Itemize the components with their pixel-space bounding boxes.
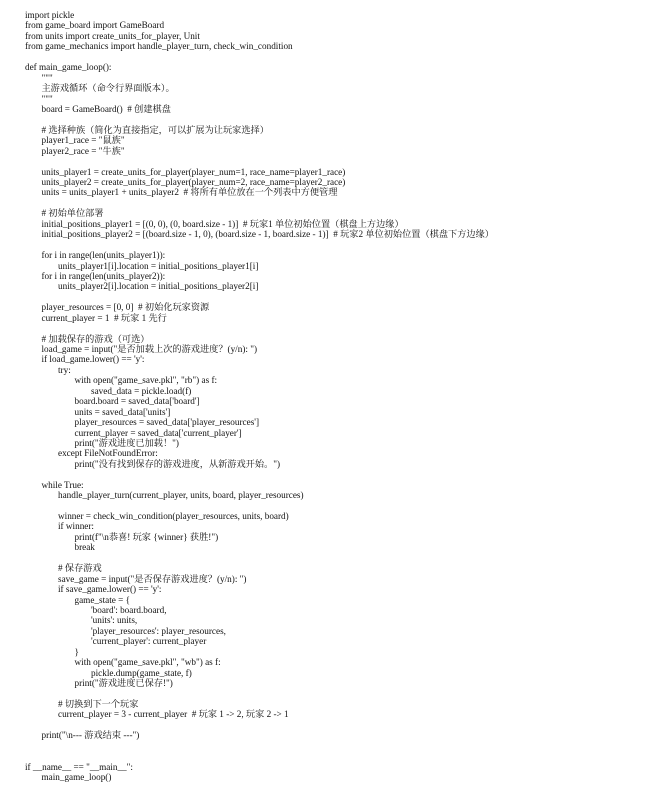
code-line: handle_player_turn(current_player, units, board, player_resources): [58, 490, 304, 501]
code-line: [25, 469, 494, 479]
code-line: 'player_resources': player_resources,: [91, 625, 226, 636]
code-line: initial_positions_player1 = [(0, 0), (0, board.size - 1)] # 玩家1 单位初始位置（棋盘上方边缘）: [41, 218, 404, 229]
code-line: # 初始单位部署: [41, 208, 104, 219]
code-line: units_player2[i].location = initial_positions_player2[i]: [58, 281, 259, 292]
code-line: winner = check_win_condition(player_resources, units, board): [58, 511, 289, 521]
code-line: print("游戏进度已保存!"): [74, 678, 173, 688]
code-line: [25, 553, 494, 563]
code-line: 'current_player': current_player: [91, 636, 207, 647]
code-line: [25, 114, 494, 124]
code-line: print("\n--- 游戏结束 ---"): [41, 730, 140, 741]
code-line: [25, 240, 494, 250]
code-line: [25, 741, 494, 751]
code-line: # 加载保存的游戏（可选）: [41, 333, 150, 344]
code-line: from game_board import GameBoard: [25, 20, 165, 31]
code-listing: [25, 10, 494, 782]
code-line: while True:: [41, 479, 84, 490]
code-line: current_player = 3 - current_player # 玩家 1 -> 2, 玩家 2 -> 1: [58, 709, 289, 720]
code-line: saved_data = pickle.load(f): [91, 385, 192, 396]
code-line: player_resources = [0, 0] # 初始化玩家资源: [41, 302, 210, 313]
code-line: main_game_loop(): [41, 771, 112, 782]
code-line: player_resources = saved_data['player_resources']: [74, 417, 259, 428]
code-line: # 保存游戏: [58, 563, 102, 574]
code-line: except FileNotFoundError:: [58, 448, 158, 459]
code-line: break: [74, 542, 95, 553]
code-line: }: [74, 646, 79, 657]
code-line: initial_positions_player2 = [(board.size - 1, 0), (board.size - 1, board.size - 1)] # 玩家2 单位初始位置（棋盘下方边缘）: [41, 229, 494, 240]
code-line: load_game = input("是否加载上次的游戏进度？(y/n): "): [41, 344, 258, 354]
code-line: print("没有找到保存的游戏进度，从新游戏开始。"): [74, 458, 281, 469]
code-line: units = saved_data['units']: [74, 406, 171, 417]
code-line: [25, 198, 494, 208]
code-line: pickle.dump(game_state, f): [91, 667, 192, 678]
code-line: print("游戏进度已加载！"): [74, 437, 179, 448]
code-line: current_player = saved_data['current_player']: [74, 427, 242, 438]
code-line: if save_game.lower() == 'y':: [58, 584, 162, 595]
code-line: [25, 156, 494, 166]
code-line: units_player2 = create_units_for_player(player_num=2, race_name=player2_race): [41, 177, 346, 187]
code-line: [25, 323, 494, 333]
code-line: try:: [58, 364, 71, 375]
code-line: 主游戏循环（命令行界面版本）。: [41, 83, 175, 94]
code-line: import pickle: [25, 10, 75, 20]
code-line: game_state = {: [74, 594, 131, 605]
code-line: [25, 501, 494, 511]
code-line: from units import create_units_for_player, Unit: [25, 30, 200, 41]
code-line: with open("game_save.pkl", "rb") as f:: [74, 375, 218, 386]
code-line: for i in range(len(units_player1)):: [41, 250, 166, 261]
code-line: [25, 751, 494, 761]
code-line: """: [41, 93, 53, 104]
code-line: # 切换到下一个玩家: [58, 698, 139, 709]
code-line: def main_game_loop():: [25, 62, 112, 73]
code-line: player2_race = "牛族": [41, 145, 125, 156]
code-line: """: [41, 72, 53, 83]
code-line: [25, 720, 494, 730]
code-line: if winner:: [58, 521, 94, 532]
code-line: save_game = input("是否保存游戏进度？(y/n): "): [58, 573, 247, 584]
code-line: if __name__ == "__main__":: [25, 761, 133, 772]
code-line: current_player = 1 # 玩家 1 先行: [41, 312, 167, 323]
code-line: [25, 688, 494, 698]
code-line: units_player1[i].location = initial_positions_player1[i]: [58, 260, 259, 271]
code-line: print(f"\n恭喜! 玩家 {winner} 获胜!"): [74, 531, 219, 542]
code-line: board.board = saved_data['board']: [74, 396, 200, 407]
code-line: 'units': units,: [91, 615, 138, 626]
code-line: board = GameBoard() # 创建棋盘: [41, 103, 171, 114]
code-line: units_player1 = create_units_for_player(player_num=1, race_name=player1_race): [41, 166, 346, 177]
code-line: 'board': board.board,: [91, 604, 167, 615]
code-line: for i in range(len(units_player2)):: [41, 270, 166, 281]
code-line: units = units_player1 + units_player2 # 将所有单位放在一个列表中方便管理: [41, 187, 338, 198]
code-line: player1_race = "鼠族": [41, 135, 125, 146]
code-line: if load_game.lower() == 'y':: [41, 354, 145, 365]
code-line: [25, 52, 494, 62]
code-line: # 选择种族（简化为直接指定，可以扩展为让玩家选择）: [41, 124, 269, 135]
code-line: [25, 292, 494, 302]
code-line: with open("game_save.pkl", "wb") as f:: [74, 657, 221, 668]
code-line: from game_mechanics import handle_player_turn, check_win_condition: [25, 41, 293, 52]
